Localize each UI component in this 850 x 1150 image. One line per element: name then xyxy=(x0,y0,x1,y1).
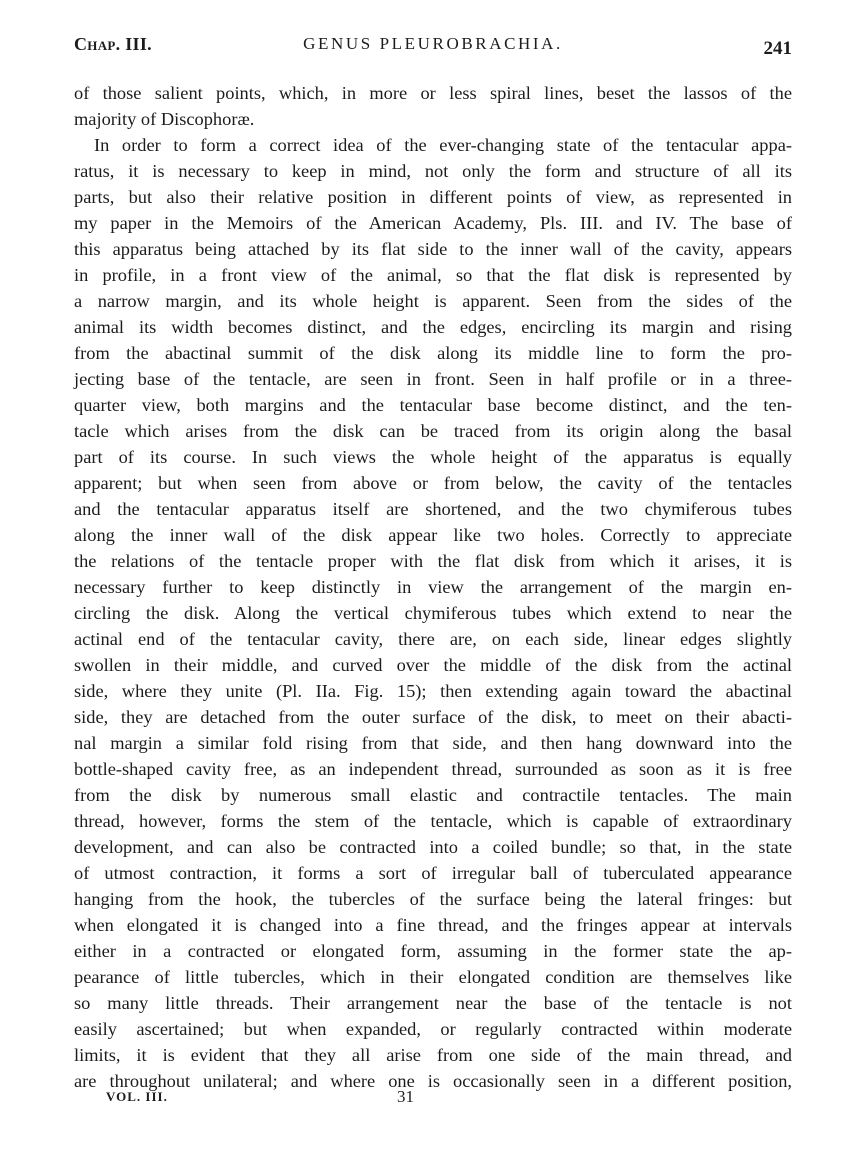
chapter-label: Chap. III. xyxy=(74,34,152,54)
body-text xyxy=(74,80,792,1094)
text-line: necessary further to keep distinctly in view the arrangement of the margin en- xyxy=(74,577,792,597)
text-line: side, they are detached from the outer surface of the disk, to meet on their abacti- xyxy=(74,707,792,727)
page-footer xyxy=(74,1087,792,1109)
text-line: circling the disk. Along the vertical chymiferous tubes which extend to near the xyxy=(74,603,792,623)
text-line: either in a contracted or elongated form, assuming in the former state the ap- xyxy=(74,941,792,961)
text-line: of utmost contraction, it forms a sort of irregular ball of tuberculated appearance xyxy=(74,863,792,883)
text-line: bottle-shaped cavity free, as an independent thread, surrounded as soon as it is free xyxy=(74,759,792,779)
text-line: pearance of little tubercles, which in their elongated condition are themselves like xyxy=(74,967,792,987)
text-line: ratus, it is necessary to keep in mind, not only the form and structure of all its xyxy=(74,161,792,181)
text-line: limits, it is evident that they all arise from one side of the main thread, and xyxy=(74,1045,792,1065)
text-line: are throughout unilateral; and where one is occasionally seen in a different position, xyxy=(74,1071,792,1091)
text-line: so many little threads. Their arrangement near the base of the tentacle is not xyxy=(74,993,792,1013)
text-line: animal its width becomes distinct, and the edges, encircling its margin and rising xyxy=(74,317,792,337)
text-line: from the disk by numerous small elastic and contractile tentacles. The main xyxy=(74,785,792,805)
signature-mark: 31 xyxy=(397,1087,414,1106)
text-line: jecting base of the tentacle, are seen in front. Seen in half profile or in a three- xyxy=(74,369,792,389)
text-line: side, where they unite (Pl. IIa. Fig. 15); then extending again toward the abactinal xyxy=(74,681,792,701)
text-line: part of its course. In such views the whole height of the apparatus is equally xyxy=(74,447,792,467)
text-line: swollen in their middle, and curved over the middle of the disk from the actinal xyxy=(74,655,792,675)
text-line: this apparatus being attached by its flat side to the inner wall of the cavity, appears xyxy=(74,239,792,259)
text-line: easily ascertained; but when expanded, or regularly contracted within moderate xyxy=(74,1019,792,1039)
page-number: 241 xyxy=(763,38,792,59)
text-line: from the abactinal summit of the disk along its middle line to form the pro- xyxy=(74,343,792,363)
paragraph-first-line: In order to form a correct idea of the ever-changing state of the tentacular appa- xyxy=(94,135,792,155)
text-line: majority of Discophoræ. xyxy=(74,109,255,129)
text-line: apparent; but when seen from above or from below, the cavity of the tentacles xyxy=(74,473,792,493)
text-line: actinal end of the tentacular cavity, there are, on each side, linear edges slightly xyxy=(74,629,792,649)
text-line: nal margin a similar fold rising from that side, and then hang downward into the xyxy=(74,733,792,753)
text-line: my paper in the Memoirs of the American Academy, Pls. III. and IV. The base of xyxy=(74,213,792,233)
text-line: when elongated it is changed into a fine thread, and the fringes appear at intervals xyxy=(74,915,792,935)
text-line: along the inner wall of the disk appear like two holes. Correctly to appreciate xyxy=(74,525,792,545)
text-line: and the tentacular apparatus itself are shortened, and the two chymiferous tubes xyxy=(74,499,792,519)
running-header xyxy=(74,34,792,60)
text-line: tacle which arises from the disk can be traced from its origin along the basal xyxy=(74,421,792,441)
text-line: thread, however, forms the stem of the tentacle, which is capable of extraordinary xyxy=(74,811,792,831)
text-line: parts, but also their relative position in different points of view, as represented in xyxy=(74,187,792,207)
volume-label: VOL. III. xyxy=(106,1089,168,1104)
text-line: the relations of the tentacle proper with the flat disk from which it arises, it is xyxy=(74,551,792,571)
text-line: in profile, in a front view of the animal, so that the flat disk is represented by xyxy=(74,265,792,285)
text-line: hanging from the hook, the tubercles of the surface being the lateral fringes: but xyxy=(74,889,792,909)
text-line: a narrow margin, and its whole height is apparent. Seen from the sides of the xyxy=(74,291,792,311)
text-line: of those salient points, which, in more or less spiral lines, beset the lassos of the xyxy=(74,83,792,103)
running-title: GENUS PLEUROBRACHIA. xyxy=(303,34,563,53)
text-line: quarter view, both margins and the tentacular base become distinct, and the ten- xyxy=(74,395,792,415)
text-line: development, and can also be contracted into a coiled bundle; so that, in the state xyxy=(74,837,792,857)
